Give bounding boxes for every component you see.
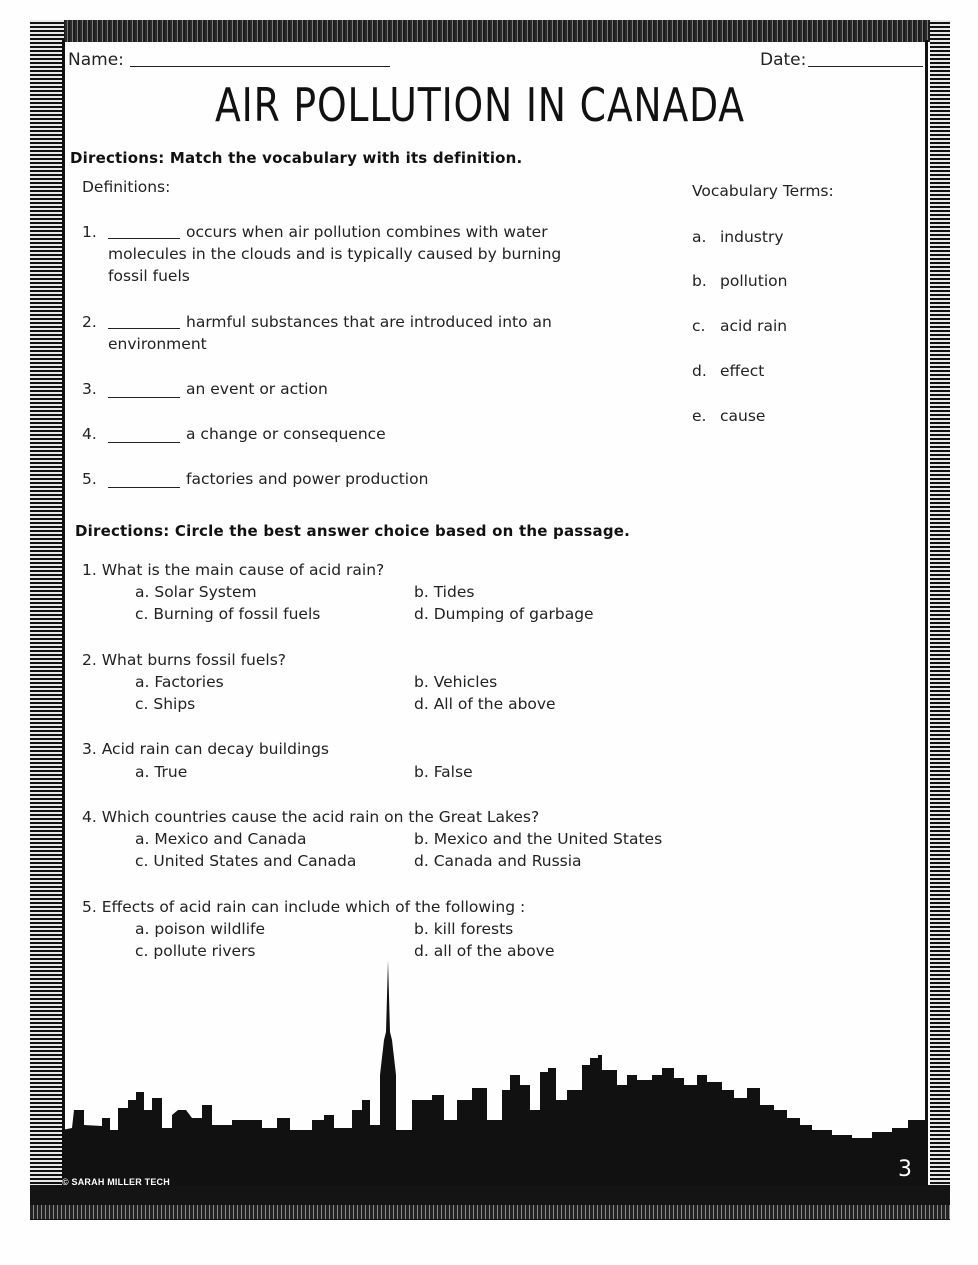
copyright-credit: © SARAH MILLER TECH xyxy=(62,1177,170,1187)
question-text: 1. What is the main cause of acid rain? xyxy=(82,561,385,579)
worksheet-page: Name: Date: AIR POLLUTION IN CANADA Directions: Match the vocabulary with its definition. Definitions: Vocabulary Terms: 1. occurs when air pollution combines with water molecules in the clouds and is typically caused by burning fossil fuels 2. harmful substances that are introduced into an environment 3. an event or action 4. a change or consequence 5. factories and power production a. industry b. pollution c. acid rain d. effect e. cause Directions: Circle the best answer choice based on the passage. 1. What is the main cause of acid rain? a. Solar System b. Tides c. Burning of fossil fuels d. Dumping of garbage 2. What burns fossil fuels? a. Factories b. Vehicles c. Ships d. All of the above 3. Acid rain can decay buildings a. True b. False 4. Which countries cause the acid rain on the Great Lakes? a. Mexico and Canada b. Mexico and the United States c. United States and Canada d. Canada and Russia 5. Effects of acid rain can include which of the following : a. poison wildlife b. kill forests c. pollute rivers d. all of the above © SARAH MILLER TECH 3 xyxy=(0,0,978,1265)
vocabulary-terms-label: Vocabulary Terms: xyxy=(692,182,834,200)
answer-choice[interactable]: c. Burning of fossil fuels xyxy=(135,605,321,623)
page-number: 3 xyxy=(898,1157,912,1182)
page-title: AIR POLLUTION IN CANADA xyxy=(215,78,745,132)
answer-choice[interactable]: a. Factories xyxy=(135,673,224,691)
answer-choice[interactable]: a. True xyxy=(135,763,188,781)
name-field-line[interactable] xyxy=(130,66,390,67)
question-text: 2. What burns fossil fuels? xyxy=(82,651,287,669)
name-label: Name: xyxy=(68,50,124,70)
matching-directions: Directions: Match the vocabulary with its definition. xyxy=(70,149,523,167)
answer-choice[interactable]: d. All of the above xyxy=(414,695,556,713)
answer-choice[interactable]: b. kill forests xyxy=(414,920,514,938)
definitions-label: Definitions: xyxy=(82,178,171,196)
answer-choice[interactable]: a. Solar System xyxy=(135,583,257,601)
answer-choice[interactable]: b. False xyxy=(414,763,473,781)
answer-blank[interactable] xyxy=(108,442,180,443)
answer-choice[interactable]: b. Tides xyxy=(414,583,475,601)
answer-choice[interactable]: d. all of the above xyxy=(414,942,555,960)
multiple-choice-directions: Directions: Circle the best answer choice based on the passage. xyxy=(75,522,631,540)
answer-choice[interactable]: b. Vehicles xyxy=(414,673,498,691)
frame-left-border xyxy=(30,20,64,1220)
answer-choice[interactable]: c. pollute rivers xyxy=(135,942,256,960)
date-field-line[interactable] xyxy=(808,66,923,67)
question-text: 5. Effects of acid rain can include which of the following : xyxy=(82,898,526,916)
answer-choice[interactable]: a. poison wildlife xyxy=(135,920,266,938)
question-text: 3. Acid rain can decay buildings xyxy=(82,740,329,758)
answer-choice[interactable]: d. Canada and Russia xyxy=(414,852,582,870)
question-text: 4. Which countries cause the acid rain on the Great Lakes? xyxy=(82,808,540,826)
date-label: Date: xyxy=(760,50,807,70)
answer-blank[interactable] xyxy=(108,238,180,239)
answer-blank[interactable] xyxy=(108,397,180,398)
answer-choice[interactable]: a. Mexico and Canada xyxy=(135,830,307,848)
frame-right-border xyxy=(930,20,950,1220)
answer-choice[interactable]: d. Dumping of garbage xyxy=(414,605,594,623)
answer-choice[interactable]: b. Mexico and the United States xyxy=(414,830,663,848)
toronto-skyline-illustration xyxy=(62,960,928,1190)
frame-top-border xyxy=(30,20,950,42)
answer-blank[interactable] xyxy=(108,487,180,488)
answer-blank[interactable] xyxy=(108,328,180,329)
answer-choice[interactable]: c. Ships xyxy=(135,695,196,713)
answer-choice[interactable]: c. United States and Canada xyxy=(135,852,357,870)
frame-bottom-border xyxy=(30,1205,950,1219)
